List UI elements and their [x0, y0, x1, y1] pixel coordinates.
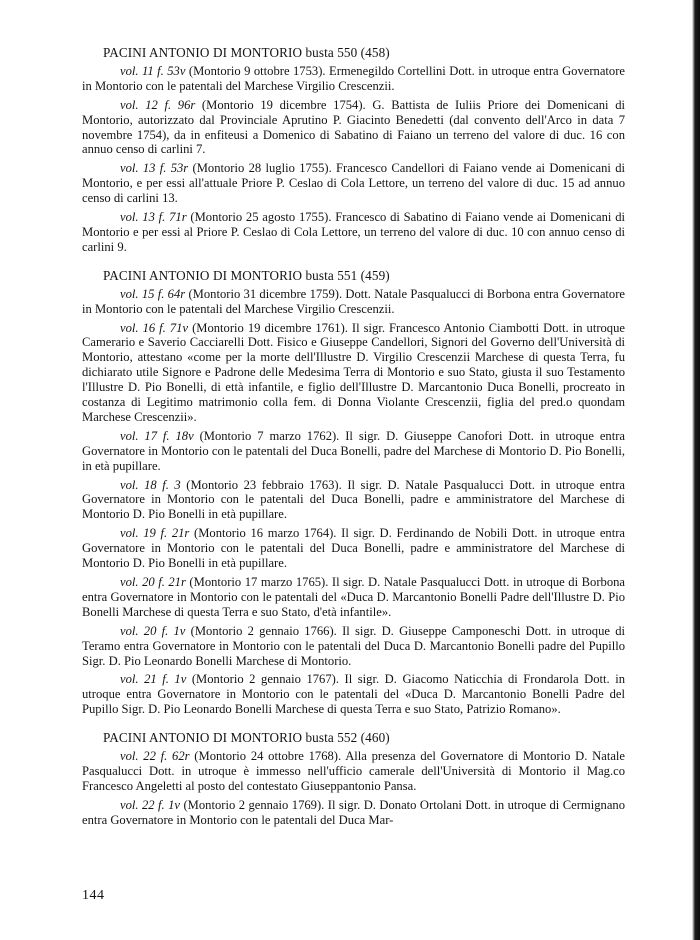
section-heading: PACINI ANTONIO DI MONTORIO busta 550 (458)	[103, 45, 390, 60]
volume-reference: vol. 13 f. 53r	[120, 161, 189, 176]
entry	[82, 798, 625, 828]
document-page	[82, 46, 625, 832]
entry-text: (Montorio 19 dicembre 1761). Il sigr. Francesco Antonio Ciambotti Dott. in utroque Camerario e Saverio Cacciarelli Dott. Fisico e Giuseppe Candellori, Signori del Governo dell'Università di Montorio, attestano «come per la morte dell'Illustre D. Virgilio Crescenzii Marchese di questa Terra, fu dichiarato utile Signore e Padrone delle Medesima Terra di Montorio e suo Stato, giusta il suo Testamento l'Illustre D. Pio Bonelli, di ettà infantile, e figlio dell'Illustre D. Marcantonio Duca Bonelli, procreato in costanza di Legitimo matrimonio colla fem. di Donna Violante Crescenzii, figlia del pred.o quondam Marchese Crescenzii».	[82, 320, 625, 424]
volume-reference: vol. 13 f. 71r	[120, 210, 187, 225]
entry-text: (Montorio 7 marzo 1762). Il sigr. D. Giuseppe Canofori Dott. in utroque entra Governatore in Montorio con le patentali del Duca Bonelli, padre del Marchese di Montorio D. Pio Bonelli, in età pupillare.	[82, 428, 626, 473]
entry	[82, 624, 625, 669]
entry	[82, 98, 625, 158]
volume-reference: vol. 20 f. 1v	[120, 623, 186, 638]
volume-reference: vol. 11 f. 53v	[120, 63, 186, 78]
entry	[82, 64, 625, 94]
entry-text: (Montorio 2 gennaio 1769). Il sigr. D. Donato Ortolani Dott. in utroque di Cermignano entra Governatore in Montorio con le patentali del Duca Mar-	[82, 797, 625, 827]
entry-text: (Montorio 19 dicembre 1754). G. Battista de Iuliis Priore dei Domenicani di Montorio, autorizzato dal Provinciale Aprutino P. Giacinto Benedetti (dal convento dell'Arco in data 7 novembre 1754), da in enfiteusi a Domenico di Sabatino di Faiano un terreno del valore di duc. 16 con annuo censo di carlini 7.	[82, 97, 625, 157]
entry-text: (Montorio 31 dicembre 1759). Dott. Natale Pasqualucci di Borbona entra Governatore in Montorio con le patentali del Marchese Virgilio Crescenzii.	[82, 286, 625, 316]
entry-text: (Montorio 24 ottobre 1768). Alla presenza del Governatore di Montorio D. Natale Pasqualucci Dott. in utroque è immesso nell'ufficio camerale dell'Università di Montorio il Mag.co Francesco Angeletti al posto del contestato Giuseppantonio Pansa.	[82, 749, 626, 793]
volume-reference: vol. 20 f. 21r	[120, 575, 186, 589]
entry	[82, 672, 625, 717]
entry	[82, 749, 625, 794]
section-heading: PACINI ANTONIO DI MONTORIO busta 551 (459)	[103, 267, 390, 283]
entry	[82, 287, 625, 317]
entry	[82, 161, 625, 206]
entry-text: (Montorio 16 marzo 1764). Il sigr. D. Ferdinando de Nobili Dott. in utroque entra Governatore in Montorio con le patentali del Duca Bonelli, padre e amministratore del Marchese di Montorio D. Pio Bonelli in età pupillare.	[82, 526, 626, 571]
entry-text: (Montorio 2 gennaio 1767). Il sigr. D. Giacomo Naticchia di Frondarola Dott. in utroque entra Governatore in Montorio con le patentali del «Duca D. Marcantonio Bonelli Padre del Pupillo Sigr. D. Pio Leonardo Bonelli Marchese di questa Terra e suo Stato, Patrizio Romano».	[82, 672, 625, 717]
entry-text: (Montorio 25 agosto 1755). Francesco di Sabatino di Faiano vende ai Domenicani di Montorio e per essi al Priore P. Ceslao di Cola Lettore, un terreno del valore di duc. 10 con annuo censo di carlini 9.	[82, 210, 625, 254]
entry	[82, 210, 625, 255]
section-heading: PACINI ANTONIO DI MONTORIO busta 552 (460)	[103, 730, 390, 746]
entry	[82, 429, 625, 474]
volume-reference: vol. 22 f. 1v	[120, 797, 181, 812]
entry	[82, 526, 625, 571]
entry	[82, 478, 625, 523]
entry-text: (Montorio 17 marzo 1765). Il sigr. D. Natale Pasqualucci Dott. in utroque di Borbona entra Governatore in Montorio con le patentali del «Duca D. Marcantonio Bonelli Padre dell'Illustre D. Pio Bonelli Marchese di questa Terra e suo Stato, d'età infantile».	[82, 575, 626, 619]
entry	[82, 575, 625, 620]
page-number: 144	[82, 888, 105, 903]
volume-reference: vol. 16 f. 71v	[120, 320, 189, 335]
volume-reference: vol. 12 f. 96r	[120, 97, 196, 112]
entry-text: (Montorio 2 gennaio 1766). Il sigr. D. Giuseppe Camponeschi Dott. in utroque di Teramo entra Governatore in Montorio con le patentali del Duca D. Marcantonio Bonelli padre del Pupillo Sigr. D. Pio Leonardo Bonelli Marchese di Montorio.	[82, 623, 625, 668]
volume-reference: vol. 15 f. 64r	[120, 286, 186, 301]
volume-reference: vol. 17 f. 18v	[120, 428, 194, 443]
entry-text: (Montorio 28 luglio 1755). Francesco Candellori di Faiano vende ai Domenicani di Montorio, e per essi all'attuale Priore P. Ceslao di Cola Lettore, un terreno del valore di duc. 15 ad annuo censo di carlini 13.	[82, 161, 625, 206]
volume-reference: vol. 19 f. 21r	[120, 526, 190, 541]
volume-reference: vol. 21 f. 1v	[120, 672, 187, 687]
entry-text: (Montorio 23 febbraio 1763). Il sigr. D. Natale Pasqualucci Dott. in utroque entra Governatore in Montorio con le patentali del Duca Bonelli, padre e amministratore del Marchese di Montorio D. Pio Bonelli in età pupillare.	[82, 477, 625, 522]
volume-reference: vol. 22 f. 62r	[120, 749, 190, 764]
entry	[82, 321, 625, 425]
scan-page-edge	[686, 0, 700, 940]
entry-text: (Montorio 9 ottobre 1753). Ermenegildo Cortellini Dott. in utroque entra Governatore in Montorio con le patentali del Marchese Virgilio Crescenzii.	[82, 63, 626, 93]
volume-reference: vol. 18 f. 3	[120, 477, 181, 492]
